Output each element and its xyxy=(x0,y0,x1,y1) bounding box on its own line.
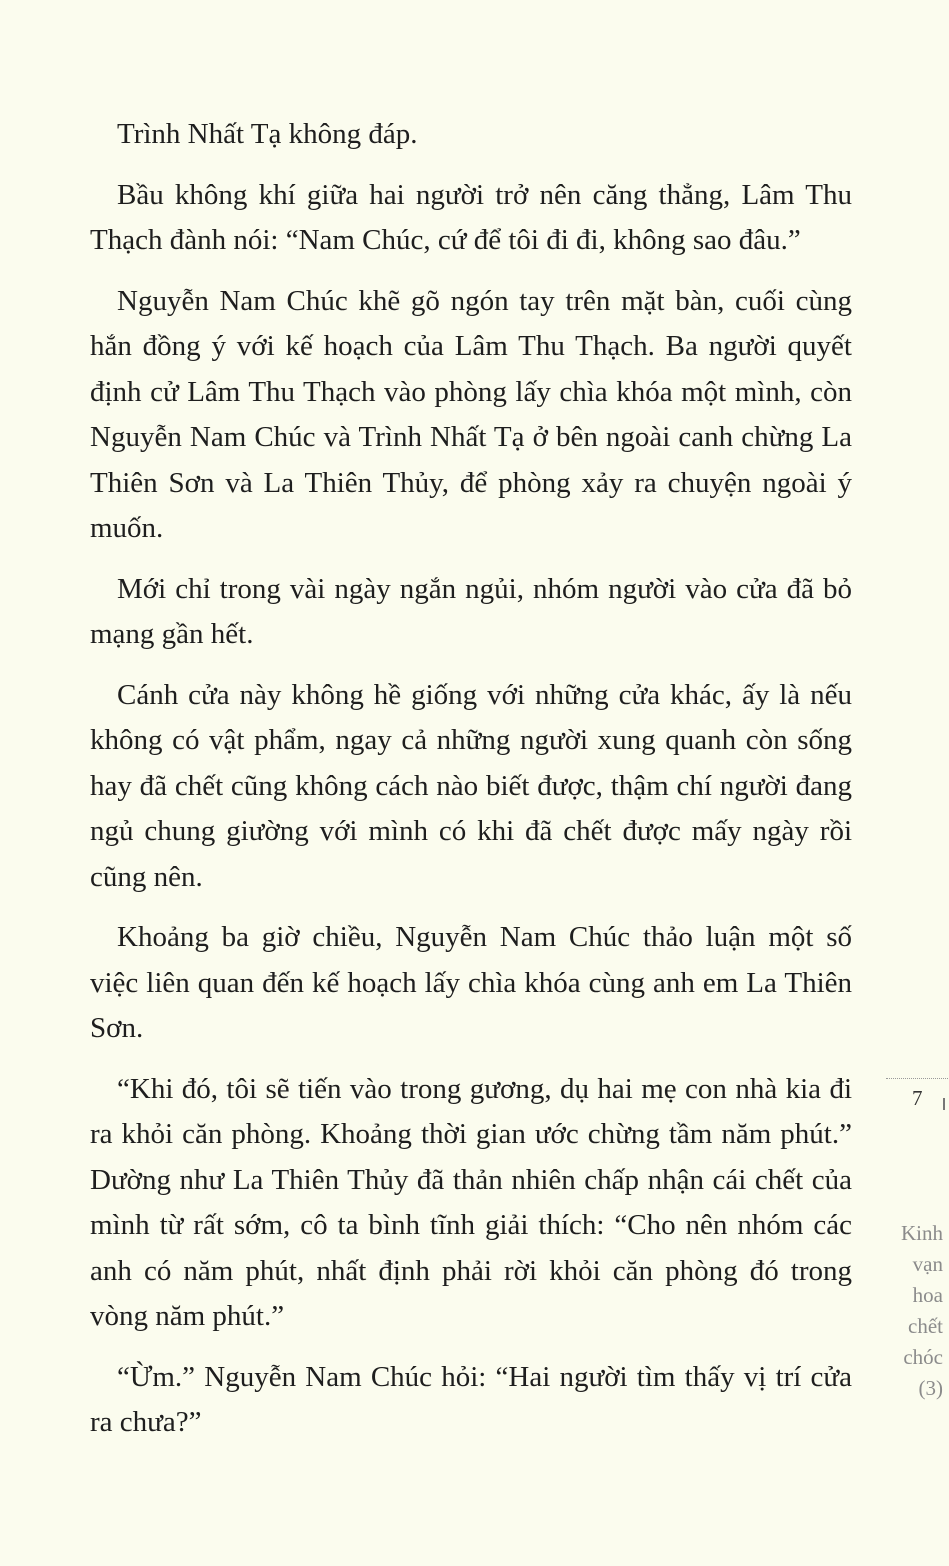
page-number: 7 xyxy=(912,1086,923,1110)
running-title-word: chóc xyxy=(903,1345,943,1369)
running-title-word: Kinh xyxy=(901,1221,943,1245)
paragraph: Trình Nhất Tạ không đáp. xyxy=(117,118,418,150)
paragraph: Bầu không khí giữa hai người trở nên căng thẳng, Lâm Thu Thạch đành nói: “Nam Chúc, cứ để tôi đi đi, không sao đâu.” xyxy=(90,178,852,256)
paragraph: Mới chỉ trong vài ngày ngắn ngủi, nhóm người vào cửa đã bỏ mạng gần hết. xyxy=(90,572,852,650)
running-book-title xyxy=(879,1218,943,1404)
running-title-word: hoa xyxy=(912,1283,943,1307)
paragraph: Khoảng ba giờ chiều, Nguyễn Nam Chúc thảo luận một số việc liên quan đến kế hoạch lấy chìa khóa cùng anh em La Thiên Sơn. xyxy=(90,921,852,1044)
page-edge-mark xyxy=(943,1098,945,1110)
running-title-word: chết xyxy=(908,1314,943,1338)
paragraph: “Ừm.” Nguyễn Nam Chúc hỏi: “Hai người tìm thấy vị trí cửa ra chưa?” xyxy=(90,1360,852,1438)
running-title-volume: (3) xyxy=(918,1376,943,1400)
running-title-word: vạn xyxy=(912,1252,943,1276)
paragraph: Cánh cửa này không hề giống với những cửa khác, ấy là nếu không có vật phẩm, ngay cả những người xung quanh còn sống hay đã chết cũng không cách nào biết được, thậm chí người đang ngủ chung giường với mình có khi đã chết được mấy ngày rồi cũng nên. xyxy=(90,678,852,893)
page-body xyxy=(90,112,852,1461)
page-number-divider xyxy=(886,1078,948,1079)
paragraph: “Khi đó, tôi sẽ tiến vào trong gương, dụ hai mẹ con nhà kia đi ra khỏi căn phòng. Khoảng thời gian ước chừng tầm năm phút.” Dường như La Thiên Thủy đã thản nhiên chấp nhận cái chết của mình từ rất sớm, cô ta bình tĩnh giải thích: “Cho nên nhóm các anh có năm phút, nhất định phải rời khỏi căn phòng đó trong vòng năm phút.” xyxy=(90,1072,852,1332)
paragraph: Nguyễn Nam Chúc khẽ gõ ngón tay trên mặt bàn, cuối cùng hắn đồng ý với kế hoạch của Lâm Thu Thạch. Ba người quyết định cử Lâm Thu Thạch vào phòng lấy chìa khóa một mình, còn Nguyễn Nam Chúc và Trình Nhất Tạ ở bên ngoài canh chừng La Thiên Sơn và La Thiên Thủy, để phòng xảy ra chuyện ngoài ý muốn. xyxy=(90,284,852,544)
